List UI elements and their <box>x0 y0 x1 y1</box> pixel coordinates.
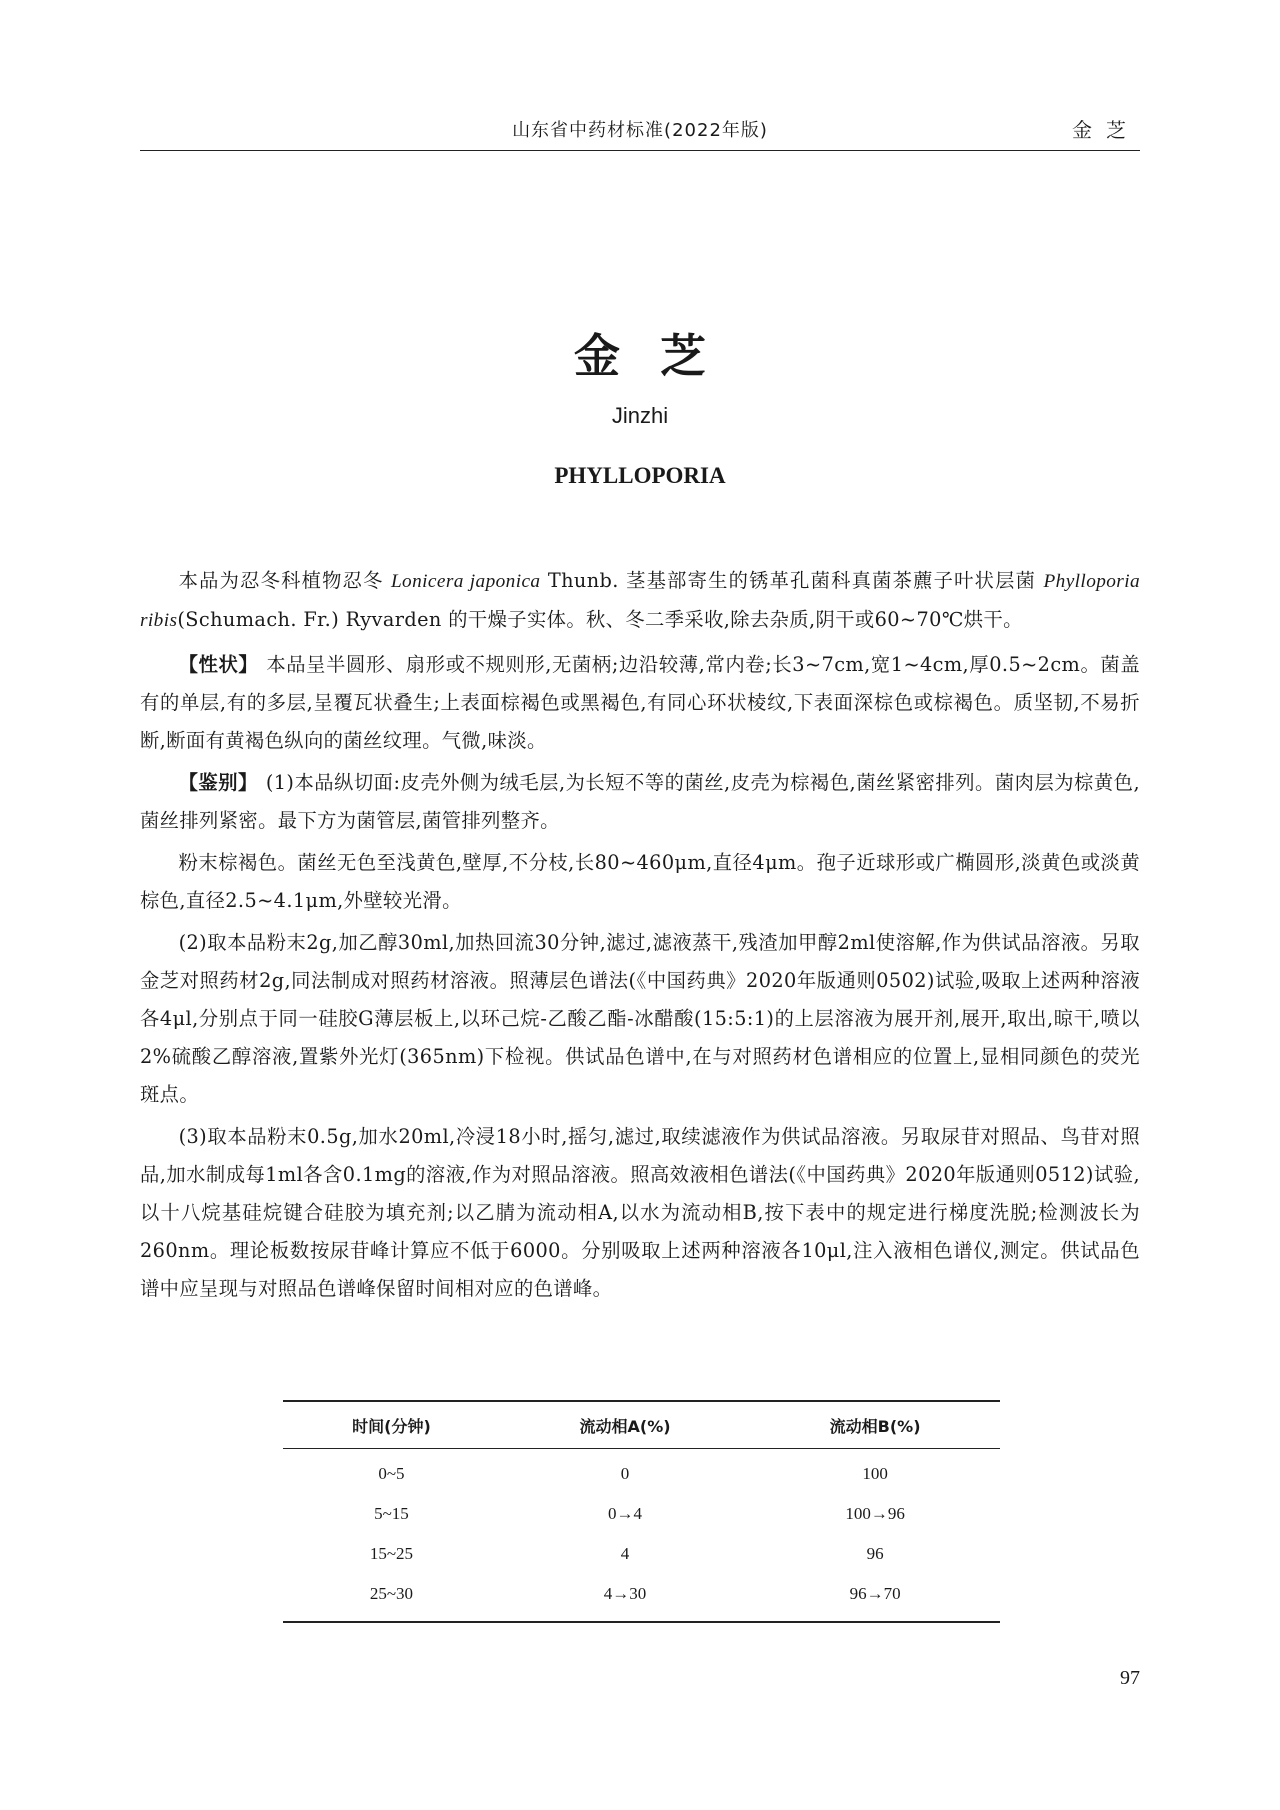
table-cell: 0→4 <box>608 1504 643 1523</box>
table-row <box>283 1534 1000 1574</box>
table-header-cell: 流动相B(%) <box>750 1401 1000 1449</box>
table-cell: 100 <box>862 1464 888 1483</box>
table-cell: 15~25 <box>369 1544 414 1563</box>
table-cell: 5~15 <box>374 1504 409 1523</box>
table-row <box>283 1449 1000 1495</box>
identification-paragraph-2: 粉末棕褐色。菌丝无色至浅黄色,壁厚,不分枝,长80~460μm,直径4μm。孢子近球形或广椭圆形,淡黄色或淡黄棕色,直径2.5~4.1μm,外壁较光滑。 <box>140 851 1140 912</box>
table-header-cell: 时间(分钟) <box>283 1401 500 1449</box>
table-cell: 4 <box>620 1544 630 1563</box>
table-cell: 0 <box>620 1464 630 1483</box>
table-header-row <box>283 1401 1000 1449</box>
identification-paragraph-3: (2)取本品粉末2g,加乙醇30ml,加热回流30分钟,滤过,滤液蒸干,残渣加甲醇2ml使溶解,作为供试品溶液。另取金芝对照药材2g,同法制成对照药材溶液。照薄层色谱法(《中国药典》2020年版通则0502)试验,吸取上述两种溶液各4μl,分别点于同一硅胶G薄层板上,以环己烷-乙酸乙酯-冰醋酸(15:5:1)的上层溶液为展开剂,展开,取出,晾干,喷以2%硫酸乙醇溶液,置紫外光灯(365nm)下检视。供试品色谱中,在与对照药材色谱相应的位置上,显相同颜色的荧光斑点。 <box>140 931 1140 1106</box>
page-number: 97 <box>1120 1667 1140 1689</box>
monograph-pinyin: Jinzhi <box>611 403 669 428</box>
species-name: Lonicera japonica <box>390 571 541 592</box>
identification-paragraph-1: 【鉴别】 (1)本品纵切面:皮壳外侧为绒毛层,为长短不等的菌丝,皮壳为棕褐色,菌丝紧密排列。菌肉层为棕黄色,菌丝排列紧密。最下方为菌管层,菌管排列整齐。 <box>140 771 1140 832</box>
section-label-identification: 【鉴别】 <box>178 771 258 794</box>
table-cell: 96→70 <box>750 1574 1000 1622</box>
monograph-body <box>140 562 1140 1312</box>
table-row <box>283 1574 1000 1622</box>
table-header-cell: 流动相A(%) <box>500 1401 750 1449</box>
monograph-latin-name: PHYLLOPORIA <box>554 463 726 488</box>
gradient-table <box>283 1400 1000 1623</box>
table-row <box>283 1494 1000 1534</box>
species-name: Phylloporia ribis <box>140 571 1141 631</box>
header-rule <box>140 150 1140 151</box>
identification-paragraph-4: (3)取本品粉末0.5g,加水20ml,冷浸18小时,摇匀,滤过,取续滤液作为供试品溶液。另取尿苷对照品、鸟苷对照品,加水制成每1ml各含0.1mg的溶液,作为对照品溶液。照高效液相色谱法(《中国药典》2020年版通则0512)试验,以十八烷基硅烷键合硅胶为填充剂;以乙腈为流动相A,以水为流动相B,按下表中的规定进行梯度洗脱;检测波长为260nm。理论板数按尿苷峰计算应不低于6000。分别吸取上述两种溶液各10μl,注入液相色谱仪,测定。供试品色谱中应呈现与对照品色谱峰保留时间相对应的色谱峰。 <box>140 1125 1140 1300</box>
monograph-title: 金芝 <box>574 329 746 383</box>
table-cell: 25~30 <box>283 1574 500 1622</box>
running-header-section: 金芝 <box>1072 118 1140 142</box>
running-header-title: 山东省中药材标准(2022年版) <box>512 120 768 141</box>
section-label-description: 【性状】 <box>178 653 259 676</box>
table-cell: 96 <box>866 1544 884 1563</box>
intro-paragraph: 本品为忍冬科植物忍冬 Lonicera japonica Thunb. 茎基部寄生的锈革孔菌科真菌茶藨子叶状层菌 Phylloporia ribis(Schumach. Fr.) Ryvarden 的干燥子实体。秋、冬二季采收,除去杂质,阴干或60~70℃烘干。 <box>140 569 1141 631</box>
table-cell: 4→30 <box>500 1574 750 1622</box>
description-paragraph: 【性状】 本品呈半圆形、扇形或不规则形,无菌柄;边沿较薄,常内卷;长3~7cm,宽1~4cm,厚0.5~2cm。菌盖有的单层,有的多层,呈覆瓦状叠生;上表面棕褐色或黑褐色,有同心环状棱纹,下表面深棕色或棕褐色。质坚韧,不易折断,断面有黄褐色纵向的菌丝纹理。气微,味淡。 <box>140 653 1140 752</box>
table-cell: 0~5 <box>378 1464 405 1483</box>
table-cell: 100→96 <box>845 1504 905 1523</box>
